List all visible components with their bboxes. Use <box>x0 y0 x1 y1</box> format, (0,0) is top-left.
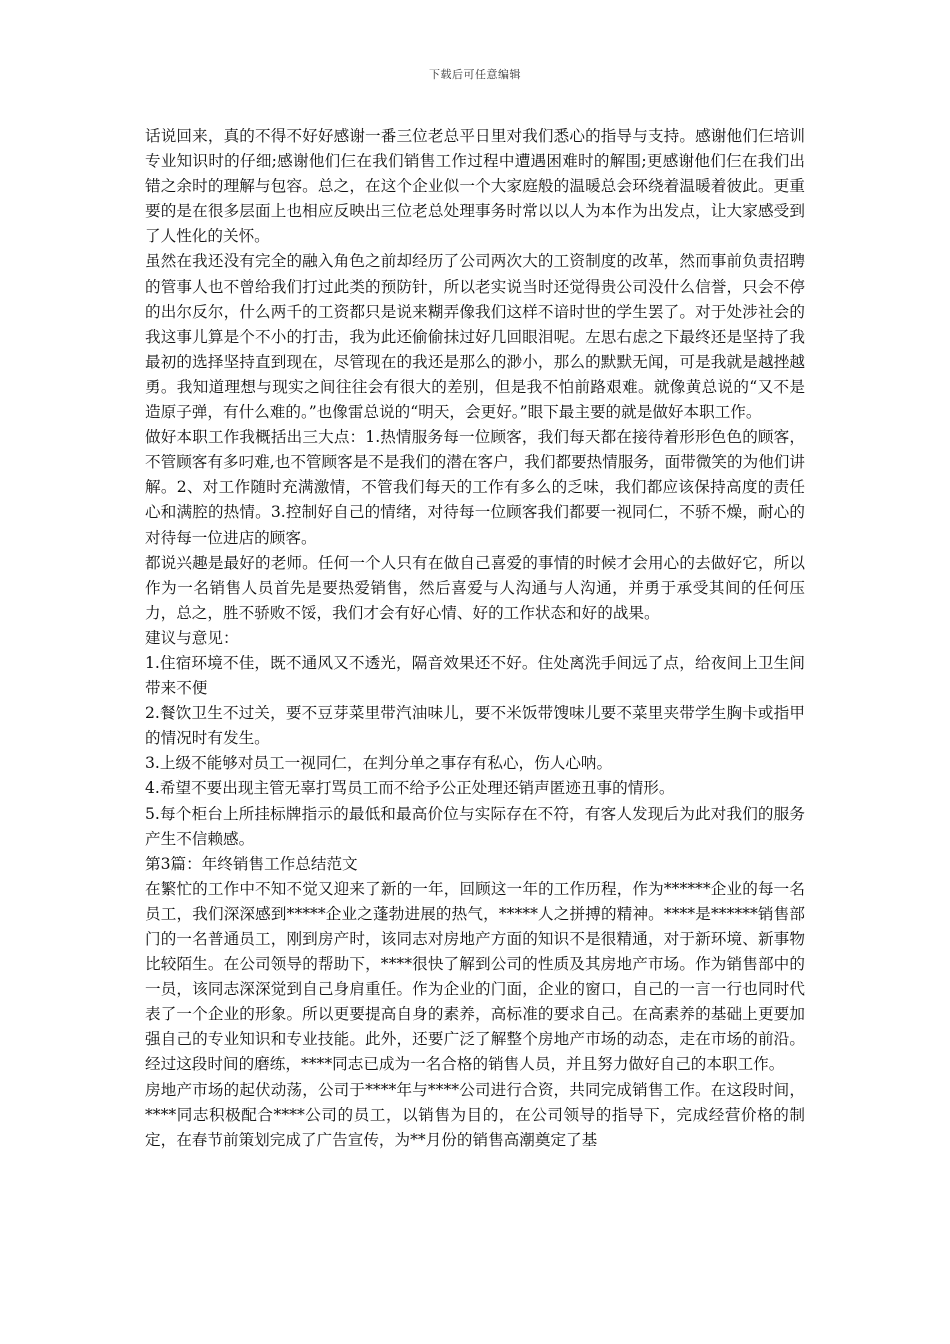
suggestion-item-3: 3.上级不能够对员工一视同仁，在判分单之事存有私心，伤人心呐。 <box>145 754 613 773</box>
paragraph-market: 房地产市场的起伏动荡，公司于****年与****公司进行合资，共同完成销售工作。在这段时间，****同志积极配合****公司的员工，以销售为目的，在公司领导的指导下，完成经营价格的制定，在春节前策划完成了广告宣传，为**月份的销售高潮奠定了基 <box>145 1080 805 1149</box>
page-header-note: 下载后可任意编辑 <box>429 68 521 81</box>
paragraph-thanks: 话说回来，真的不得不好好感谢一番三位老总平日里对我们悉心的指导与支持。感谢他们仨培训专业知识时的仔细;感谢他们仨在我们销售工作过程中遭遇困难时的解围;更感谢他们仨在我们出错之余时的理解与包容。总之，在这个企业似一个大家庭般的温暖总会环绕着温暖着彼此。更重要的是在很多层面上也相应反映出三位老总处理事务时常以以人为本作为出发点，让大家感受到了人性化的关怀。 <box>145 127 805 246</box>
section-title: 第3篇：年终销售工作总结范文 <box>145 854 358 873</box>
document-body <box>145 124 805 1153</box>
suggestion-item-2: 2.餐饮卫生不过关，要不豆芽菜里带汽油味儿，要不米饭带馊味儿要不菜里夹带学生胸卡或指甲的情况时有发生。 <box>145 704 805 748</box>
paragraph-interest: 都说兴趣是最好的老师。任何一个人只有在做自己喜爱的事情的时候才会用心的去做好它，所以作为一名销售人员首先是要热爱销售，然后喜爱与人沟通与人沟通，并勇于承受其间的任何压力，总之，胜不骄败不馁，我们才会有好心情、好的工作状态和好的战果。 <box>145 553 805 622</box>
suggestion-item-5: 5.每个柜台上所挂标牌指示的最低和最高价位与实际存在不符，有客人发现后为此对我们的服务产生不信赖感。 <box>145 804 805 848</box>
paragraph-salary-reform: 虽然在我还没有完全的融入角色之前却经历了公司两次大的工资制度的改革，然而事前负责招聘的管事人也不曾给我们打过此类的预防针，所以老实说当时还觉得贵公司没什么信誉，只会不停的出尔反尔，什么两千的工资都只是说来糊弄像我们这样不谙时世的学生罢了。对于处涉社会的我这事儿算是个不小的打击，我为此还偷偷抹过好几回眼泪呢。左思右虑之下最终还是坚持了我最初的选择坚持直到现在，尽管现在的我还是那么的渺小，那么的默默无闻，可是我就是越挫越勇。我知道理想与现实之间往往会有很大的差别，但是我不怕前路艰难。就像黄总说的“又不是造原子弹，有什么难的。”也像雷总说的“明天，会更好。”眼下最主要的就是做好本职工作。 <box>145 252 805 422</box>
suggestion-item-4: 4.希望不要出现主管无辜打骂员工而不给予公正处理还销声匿迹丑事的情形。 <box>145 779 675 798</box>
paragraph-new-year: 在繁忙的工作中不知不觉又迎来了新的一年，回顾这一年的工作历程，作为******企业的每一名员工，我们深深感到*****企业之蓬勃进展的热气，*****人之拼搏的精神。****是******销售部门的一名普通员工，刚到房产时，该同志对房地产方面的知识不是很精通，对于新环境、新事物比较陌生。在公司领导的帮助下，****很快了解到公司的性质及其房地产市场。作为销售部中的一员，该同志深深觉到自己身肩重任。作为企业的门面，企业的窗口，自己的一言一行也同时代表了一个企业的形象。所以更要提高自身的素养，高标准的要求自己。在高素养的基础上更要加强自己的专业知识和专业技能。此外，还要广泛了解整个房地产市场的动态，走在市场的前沿。经过这段时间的磨练，****同志已成为一名合格的销售人员，并且努力做好自己的本职工作。 <box>145 879 805 1074</box>
suggestions-heading: 建议与意见： <box>145 628 239 647</box>
paragraph-three-points: 做好本职工作我概括出三大点：1.热情服务每一位顾客，我们每天都在接待着形形色色的顾客，不管顾客有多叼难,也不管顾客是不是我们的潜在客户，我们都要热情服务，面带微笑的为他们讲解。2、对工作随时充满激情，不管我们每天的工作有多么的乏味，我们都应该保持高度的责任心和满腔的热情。3.控制好自己的情绪，对待每一位顾客我们都要一视同仁，不骄不燥，耐心的对待每一位进店的顾客。 <box>145 428 805 547</box>
suggestion-item-1: 1.住宿环境不佳，既不通风又不透光，隔音效果还不好。住处离洗手间远了点，给夜间上卫生间带来不便 <box>145 653 805 698</box>
